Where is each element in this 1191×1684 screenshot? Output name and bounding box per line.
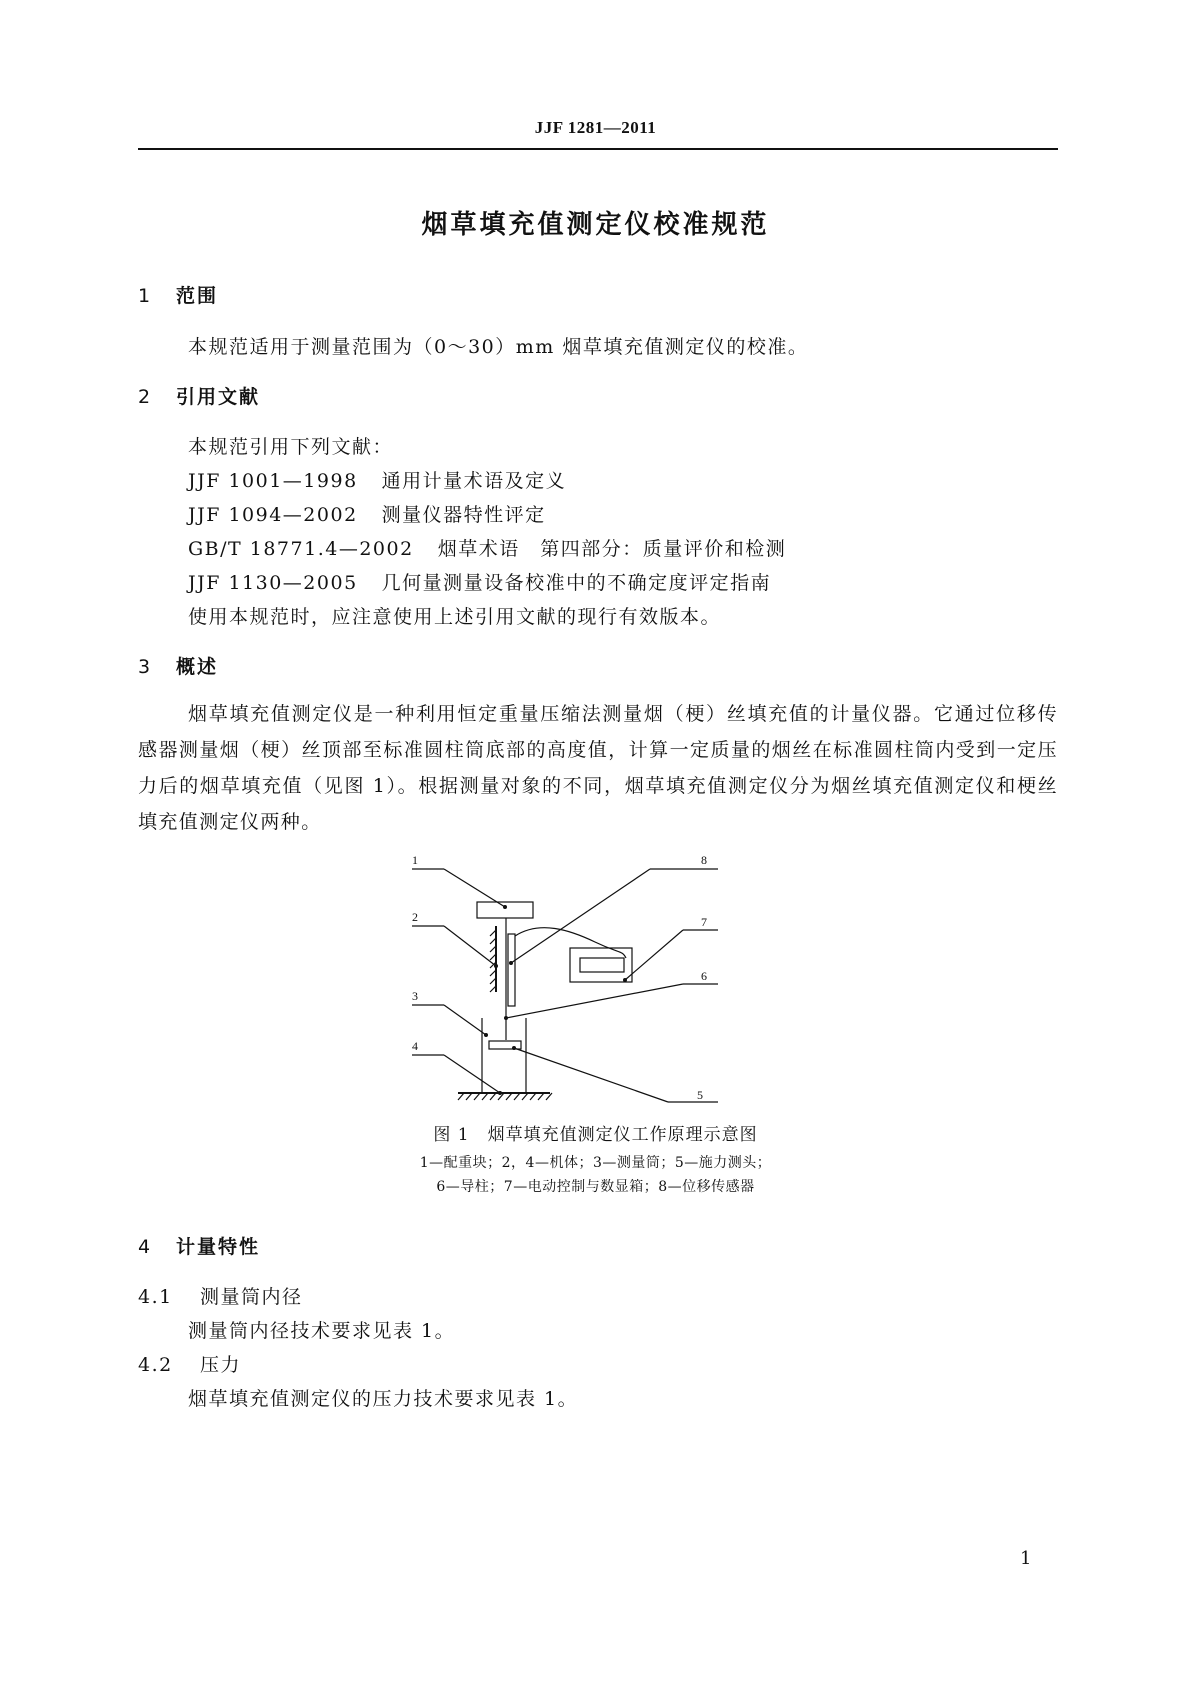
reference-item: [188, 500, 546, 527]
counterweight-block: [477, 902, 533, 918]
figure-label-5: 5: [697, 1088, 703, 1102]
reference-item: [188, 466, 566, 493]
references-intro: 本规范引用下列文献：: [188, 436, 394, 458]
leader-dot: [484, 1033, 488, 1037]
reference-code: JJF 1001—1998: [188, 470, 358, 492]
reference-item: [188, 534, 786, 561]
section-number: 4: [138, 1236, 153, 1258]
page-number: 1: [1020, 1548, 1032, 1569]
displacement-sensor: [508, 934, 515, 1006]
section-3-body: 烟草填充值测定仪是一种利用恒定重量压缩法测量烟（梗）丝填充值的计量仪器。它通过位移传感器测量烟（梗）丝顶部至标准圆柱筒底部的高度值，计算一定质量的烟丝在标准圆柱筒内受到一定压力后的烟草填充值（见图 1）。根据测量对象的不同，烟草填充值测定仪分为烟丝填充值测定仪和梗丝填充值测定仪两种。: [138, 703, 1058, 833]
reference-item: [188, 568, 771, 595]
reference-code: JJF 1094—2002: [188, 504, 358, 526]
leader-line-8: [511, 869, 650, 963]
subsection-number: 4.1: [138, 1286, 173, 1308]
reference-code: GB/T 18771.4—2002: [188, 538, 414, 560]
page-title: 烟草填充值测定仪校准规范: [421, 210, 770, 240]
subsection-4-1-heading: [138, 1282, 303, 1309]
leader-line-1: [444, 869, 505, 907]
figure-label-6: 6: [701, 969, 707, 983]
leader-line-7: [625, 930, 683, 980]
leader-dot: [494, 964, 498, 968]
section-1-body: 本规范适用于测量范围为（0～30）mm 烟草填充值测定仪的校准。: [188, 336, 809, 358]
leader-dot: [503, 905, 507, 909]
figure-legend-line-2: 6—导柱；7—电动控制与数显箱；8—位移传感器: [436, 1179, 755, 1195]
section-number: 1: [138, 285, 153, 307]
section-1-heading: [138, 281, 218, 308]
section-number: 3: [138, 656, 153, 678]
leader-line-4: [444, 1055, 500, 1093]
figure-label-4: 4: [412, 1039, 418, 1053]
reference-code: JJF 1130—2005: [188, 572, 358, 594]
leader-dot: [504, 1016, 508, 1020]
figure-label-8: 8: [701, 853, 707, 867]
figure-1-diagram: [400, 850, 800, 1110]
figure-label-3: 3: [412, 989, 418, 1003]
header-rule: [138, 148, 1058, 150]
figure-caption: 图 1 烟草填充值测定仪工作原理示意图: [433, 1125, 758, 1145]
reference-name: 测量仪器特性评定: [381, 504, 546, 526]
subsection-4-1-body: 测量筒内径技术要求见表 1。: [188, 1320, 456, 1342]
leader-dot: [623, 978, 627, 982]
reference-name: 通用计量术语及定义: [381, 470, 567, 492]
leader-dot: [512, 1046, 516, 1050]
subsection-number: 4.2: [138, 1354, 173, 1376]
subsection-4-2-body: 烟草填充值测定仪的压力技术要求见表 1。: [188, 1388, 579, 1410]
section-title: 概述: [176, 656, 219, 678]
section-number: 2: [138, 386, 153, 408]
section-title: 引用文献: [176, 386, 261, 408]
leader-line-3: [444, 1005, 486, 1035]
figure-label-2: 2: [412, 910, 418, 924]
section-4-heading: [138, 1232, 260, 1259]
subsection-title: 测量筒内径: [200, 1286, 303, 1308]
section-title: 计量特性: [176, 1236, 261, 1258]
figure-label-1: 1: [412, 853, 418, 867]
section-title: 范围: [176, 285, 219, 307]
figure-legend-line-1: 1—配重块；2，4—机体；3—测量筒；5—施力测头；: [419, 1155, 772, 1171]
section-3-heading: [138, 652, 218, 679]
reference-name: 几何量测量设备校准中的不确定度评定指南: [381, 572, 772, 594]
reference-name: 烟草术语 第四部分：质量评价和检测: [437, 538, 787, 560]
subsection-4-2-heading: [138, 1350, 241, 1377]
control-box-display: [580, 958, 624, 972]
pressing-head: [489, 1041, 521, 1049]
leader-dot: [498, 1091, 502, 1095]
subsection-title: 压力: [200, 1354, 242, 1376]
section-2-heading: [138, 382, 260, 409]
figure-label-7: 7: [701, 915, 707, 929]
leader-dot: [509, 961, 513, 965]
header-standard-code: JJF 1281—2011: [534, 118, 657, 137]
leader-line-2: [444, 926, 496, 966]
leader-line-6: [506, 984, 683, 1018]
references-note: 使用本规范时，应注意使用上述引用文献的现行有效版本。: [188, 606, 722, 628]
